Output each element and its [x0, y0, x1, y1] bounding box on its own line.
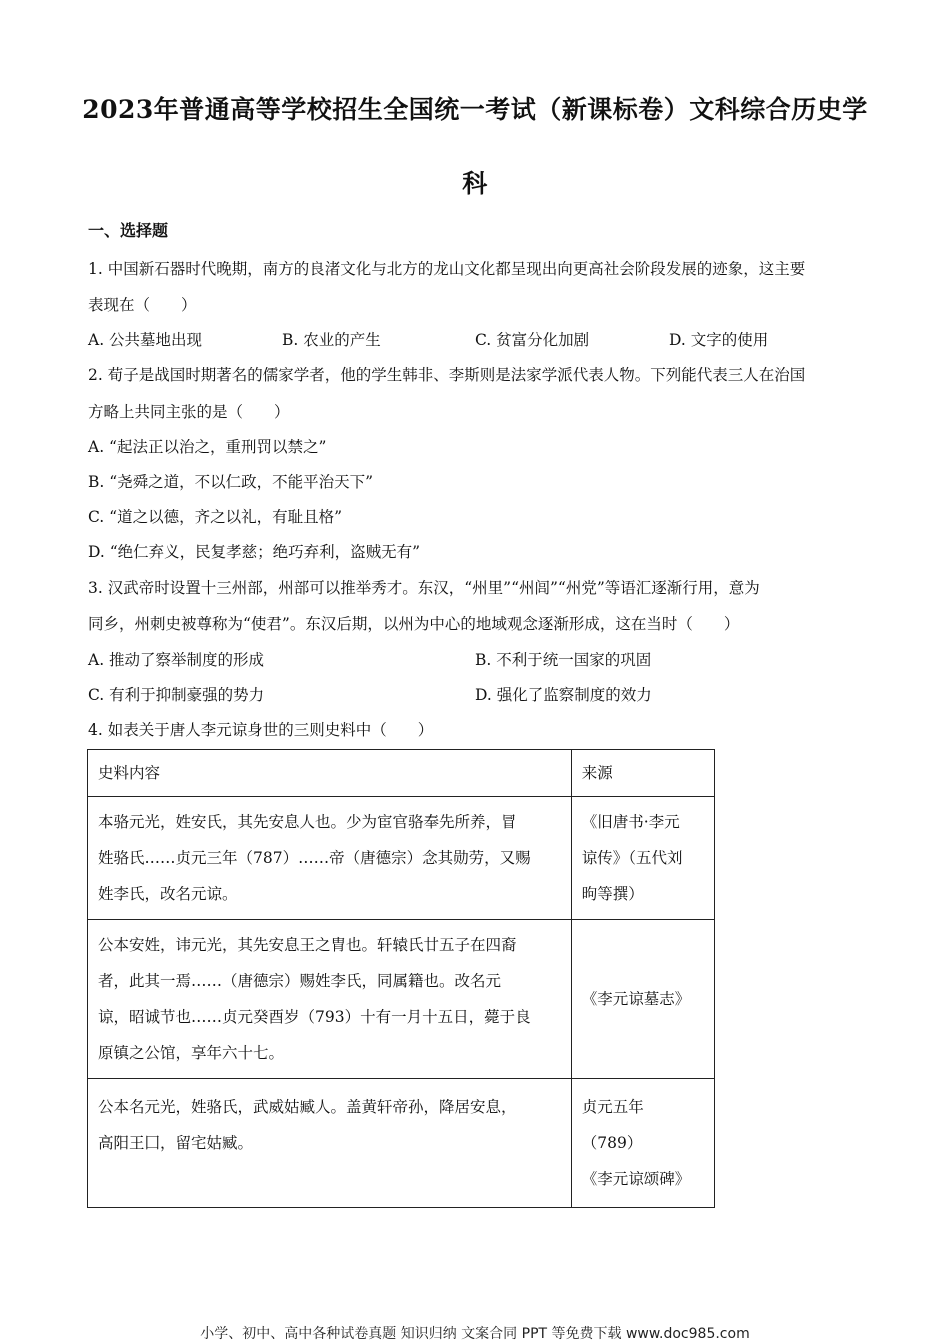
table-header-source: 来源 [571, 750, 714, 797]
q1-option-a: A. 公共墓地出现 [88, 331, 203, 349]
q2-stem-line-2: 方略上共同主张的是（ ） [88, 403, 290, 421]
q3-option-b: B. 不利于统一国家的巩固 [475, 651, 652, 669]
table-cell-source [571, 797, 714, 920]
table-row [88, 1079, 715, 1208]
cell-line: 姓骆氏……贞元三年（787）……帝（唐德宗）念其勋劳，又赐 [98, 849, 531, 867]
page-footer: 小学、初中、高中各种试卷真题 知识归纳 文案合同 PPT 等免费下载 www.doc985.com [200, 1326, 750, 1342]
table-row [88, 797, 715, 920]
table-header-row [88, 750, 715, 797]
q3-stem-line-2: 同乡，州刺史被尊称为“使君”。东汉后期，以州为中心的地域观念逐渐形成，这在当时（ ） [88, 615, 740, 633]
cell-line: 者，此其一焉……（唐德宗）赐姓李氏，同属籍也。改名元 [98, 972, 502, 990]
exam-title-line-1: 2023年普通高等学校招生全国统一考试（新课标卷）文科综合历史学 [82, 95, 868, 124]
cell-line: 谅，昭诚节也……贞元癸酉岁（793）十有一月十五日，薨于良 [98, 1008, 531, 1026]
cell-line: 《李元谅墓志》 [581, 990, 691, 1008]
table-cell-content [88, 920, 572, 1079]
table-header-content: 史料内容 [88, 750, 572, 797]
cell-line: 原镇之公馆，享年六十七。 [98, 1044, 285, 1062]
q2-stem-line-1: 2. 荀子是战国时期著名的儒家学者，他的学生韩非、李斯则是法家学派代表人物。下列能代表三人在治国 [88, 366, 806, 384]
q2-option-a: A. “起法正以治之，重刑罚以禁之” [88, 438, 327, 456]
q2-option-b: B. “尧舜之道，不以仁政，不能平治天下” [88, 473, 374, 491]
table-cell-content [88, 797, 572, 920]
cell-line: 公本名元光，姓骆氏，武威姑臧人。盖黄轩帝孙，降居安息， [98, 1098, 517, 1116]
table-row [88, 920, 715, 1079]
cell-line: 贞元五年 [581, 1098, 644, 1116]
section-heading: 一、选择题 [88, 221, 169, 240]
q3-option-a: A. 推动了察举制度的形成 [88, 651, 265, 669]
cell-line: 本骆元光，姓安氏，其先安息人也。少为宦官骆奉先所养，冒 [98, 813, 517, 831]
cell-line: 《旧唐书·李元 [581, 813, 680, 831]
cell-line: 公本安姓，讳元光，其先安息王之胄也。轩辕氏廿五子在四裔 [98, 936, 517, 954]
source-table [87, 749, 715, 1208]
cell-line: 《李元谅颂碑》 [581, 1170, 691, 1188]
q1-option-c: C. 贫富分化加剧 [475, 331, 590, 349]
q1-option-b: B. 农业的产生 [282, 331, 381, 349]
q3-option-c: C. 有利于抑制豪强的势力 [88, 686, 265, 704]
cell-line: （789） [581, 1134, 643, 1152]
table-cell-content [88, 1079, 572, 1208]
cell-line: 高阳王囗，留宅姑臧。 [98, 1134, 254, 1152]
q1-stem-line-2: 表现在（ ） [88, 296, 197, 314]
q2-option-d: D. “绝仁弃义，民复孝慈；绝巧弃利，盗贼无有” [88, 543, 421, 561]
cell-line: 昫等撰） [581, 885, 644, 903]
q3-stem-line-1: 3. 汉武帝时设置十三州部，州部可以推举秀才。东汉，“州里”“州闾”“州党”等语汇逐渐行用，意为 [88, 579, 760, 597]
table-cell-source [571, 1079, 714, 1208]
q2-option-c: C. “道之以德，齐之以礼，有耻且格” [88, 508, 343, 526]
q1-stem-line-1: 1. 中国新石器时代晚期，南方的良渚文化与北方的龙山文化都呈现出向更高社会阶段发展的迹象，这主要 [88, 260, 806, 278]
q3-option-d: D. 强化了监察制度的效力 [475, 686, 652, 704]
cell-line: 谅传》（五代刘 [581, 849, 683, 867]
cell-line: 姓李氏，改名元谅。 [98, 885, 238, 903]
q1-option-d: D. 文字的使用 [669, 331, 769, 349]
exam-title-line-2: 科 [462, 169, 488, 198]
table-cell-source [571, 920, 714, 1079]
q4-stem: 4. 如表关于唐人李元谅身世的三则史料中（ ） [88, 721, 434, 739]
